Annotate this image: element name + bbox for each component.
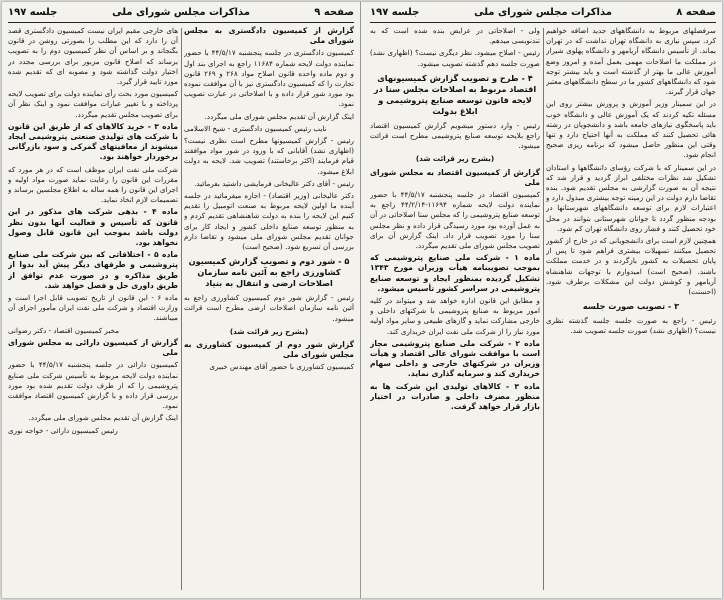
- section-heading: ۵ - شور دوم و تصویب گزارش کمیسیون کشاورزی راجع به آئین نامه سازمان اصلاحات ارضی و انتقال به بنیاد: [188, 256, 350, 289]
- signature-line: رئیس کمیسیون دارائی - خواجه نوری: [8, 425, 118, 435]
- article-paragraph: ماده ۴ - بدهی شرکت های مذکور در این قانون که تأسیس و فعالیت آنها بدون نظر دولت باشد بموجب این قانون قابل وصول نخواهد بود.: [8, 207, 178, 248]
- session-number: جلسه ۱۹۷: [8, 7, 58, 18]
- column-left: [8, 26, 178, 592]
- header-title: مذاکرات مجلس شورای ملی: [112, 7, 250, 18]
- paragraph: و مطابق این قانون اداره خواهد شد و میتواند در کلیه امور مربوط به صنایع پتروشیمی با شرکتهای داخلی و خارجی مشارکت نماید و گازهای طبیعی و سایر مواد اولیه مورد نیاز را از شرکت ملی نفت ایران خریداری کند.: [370, 296, 540, 336]
- header-title: مذاکرات مجلس شورای ملی: [474, 7, 612, 18]
- paragraph: رئیس - اصلاح میشود. نظر دیگری نیست؟ (اظهاری نشد) صورت جلسه دهم گذشته تصویب میشود.: [370, 48, 540, 68]
- article-paragraph: ماده ۱ - شرکت ملی صنایع پتروشیمی که بموجب تصویبنامه هیأت وزیران مورخ ۱۳۴۳ تشکیل گردیده بمنظور ایجاد و توسعه صنایع پتروشیمی در سراسر کشور تأسیس میشود.: [370, 253, 540, 293]
- paragraph: رئیس - گزارش شور دوم کمیسیون کشاورزی راجع به آئین نامه سازمان اصلاحات ارضی مطرح است قرائت میشود.: [184, 293, 354, 323]
- paragraph: اینک گزارش آن تقدیم مجلس شورای ملی میگردد.: [204, 111, 354, 121]
- signature-line: نایب رئیس کمیسیون دادگستری - شیخ الاسلامی: [184, 123, 327, 133]
- paragraph: اینک گزارش آن تقدیم مجلس شورای ملی میگردد.: [28, 413, 178, 423]
- paragraph: رئیس - آقای دکتر عالیخانی فرمایشی داشتید بفرمائید.: [194, 178, 354, 188]
- paragraph: کمیسیون دارائی در جلسه پنجشنبه ۴۴/۵/۱۷ با حضور نماینده دولت لایحه مربوط به تأسیس شرکت ملی صنایع پتروشیمی را که از طرف دولت تقدیم شده بود مورد بررسی قرار داده و با گزارش کمیسیون اقتصاد موافقت نمود.: [8, 360, 178, 411]
- column-divider: [181, 28, 182, 590]
- page-number: صفحه ۸: [676, 7, 716, 18]
- paragraph: ماده ۶ - این قانون از تاریخ تصویب قابل اجرا است و وزارت اقتصاد و شرکت ملی نفت ایران مأمور اجرای آن میباشند.: [8, 293, 178, 323]
- paragraph: کمیسیون کشاورزی با حضور آقای مهندس خبیری: [209, 362, 354, 372]
- session-number: جلسه ۱۹۷: [370, 7, 420, 18]
- article-paragraph: ماده ۳ - خرید کالاهای که از طریق این قانون با شرکت های تولیدی صنعتی پتروشیمی ایجاد میشوند از معافیتهای گمرکی و سود بازرگانی برخوردار خواهند بود.: [8, 121, 178, 162]
- article-paragraph: گزارش از کمیسیون اقتصاد به مجلس شورای ملی: [370, 167, 540, 187]
- paragraph: در این سمینار که با شرکت رؤسای دانشگاهها و استادان تشکیل شد نظرات مختلفی ابراز گردید و قرار شد که نتیجه آن به صورت گزارشی به مجلس تقدیم شود. بنده تقاضا دارم دولت در این زمینه توجه بیشتری مبذول دارد و اعتبارات لازم برای توسعه دانشگاههای شهرستانها در بودجه منظور گردد تا جوانان شهرستانی بتوانند در محل خود تحصیل کنند و فشار روی دانشگاه تهران کم شود.: [546, 162, 716, 233]
- page-header: [370, 6, 716, 23]
- paragraph: ولی - اصلاحاتی در عرایض بنده شده است که به تندنویسی میدهم.: [370, 26, 540, 46]
- column-divider: [543, 28, 544, 590]
- article-paragraph: ماده ۵ - اختلافاتی که بین شرکت ملی صنایع پتروشیمی و طرفهای دیگر پیش آید بدوا از طریق مذاکره و در صورت عدم توافق از طریق داوری حل و فصل خواهد شد.: [8, 250, 178, 290]
- article-paragraph: ماده ۳ - کالاهای تولیدی این شرکت ها به منظور مصرف داخلی و صادرات در اختیار بازار قرار خواهد گرفت.: [370, 381, 540, 412]
- page-8: [364, 2, 722, 598]
- paragraph: رئیس - گزارش کمیسیونها مطرح است نظری نیست؟ (اظهاری نشد) آقایانی که با ورود در شور مواد موافقند قیام فرمایند (اکثر برخاستند) تصویب شد. لایحه به دولت ابلاغ میشود.: [184, 136, 354, 176]
- section-heading: ۳ - تصویب صورت جلسه: [582, 301, 680, 312]
- article-paragraph: ماده ۲ - شرکت ملی صنایع پتروشیمی مجاز است با موافقت شورای عالی اقتصاد و هیأت وزیران در شرکتهای خارجی و داخلی سهام خریداری کند و سرمایه گذاری نماید.: [370, 338, 540, 379]
- article-paragraph: گزارش از کمیسیون دادگستری به مجلس شورای ملی: [184, 26, 354, 46]
- paragraph: دکتر عالیخانی (وزیر اقتصاد) - اجازه میفرمائید در جلسه آینده ما اولین لایحه مربوط به صنعت اتومبیل را تقدیم کنیم این لایحه را بنده به دولت شاهنشاهی تقدیم کردم و به منظور توسعه صنایع داخلی کشور و ایجاد کار برای جوانان تقدیم مجلس شورای ملی میشود و تقاضا دارم بررسی آن تسریع شود. (صحیح است): [184, 191, 354, 252]
- paragraph: کمیسیون اقتصاد در جلسه پنجشنبه ۴۴/۵/۱۷ با حضور نماینده دولت لایحه شماره ۱۱۶۹۴-۴۴/۲/۱۴ راجع به توسعه صنایع پتروشیمی را که مجلس سنا اصلاحاتی در آن به عمل آورده بود مورد رسیدگی قرار داده و نظر مجلس سنا را مورد تصویب قرار داد. اینک گزارش آن برای تصویب مجلس شورای ملی تقدیم میگردد.: [370, 190, 540, 251]
- paragraph: همچنین لازم است برای دانشجویانی که در خارج از کشور تحصیل میکنند تسهیلات بیشتری فراهم شود تا پس از پایان تحصیلات به کشور بازگردند و در خدمت مملکت باشند. (صحیح است) امیدوارم با توجهات شاهنشاه آریامهر و کوشش دولت این مشکلات برطرف شود. (احسنت): [546, 236, 716, 297]
- page-number: صفحه ۹: [314, 7, 354, 18]
- page-header: [8, 6, 354, 23]
- paragraph: رئیس - راجع به صورت جلسه جلسه گذشته نظری نیست؟ (اظهاری نشد) صورت جلسه تصویب شد.: [546, 316, 716, 336]
- page-9: [2, 2, 361, 598]
- paragraph: سرفصلهای مربوط به دانشگاههای جدید اضافه خواهیم کرد. سپس نیازی به دانشگاه تهران نداشت که در تهران بماند. از تأسیس دانشگاه آریامهر و دانشگاه پهلوی شیراز در مملکت ما اصلاحات مهمی بعمل آمده و امروز وضع آموزش عالی ما بهتر از گذشته است و باید بیشتر توجه شود که دانشگاههای کشور ما در سطح دانشگاههای معتبر جهان قرار گیرند.: [546, 26, 716, 97]
- reading-note: (بشرح زیر قرائت شد): [229, 326, 309, 336]
- paragraph: در این سمینار وزیر آموزش و پرورش بیشتر روی این مسئله تکیه کردند که یک آموزش عالی و دانشگاه خوب باید پاسخگوی نیازهای جامعه باشد و دانشجویان در رشته هائی تحصیل کنند که مملکت به آنها احتیاج دارد و تنها وقتی این منظور حاصل میشود که برنامه ریزی صحیح انجام شود.: [546, 99, 716, 160]
- article-paragraph: گزارش از کمیسیون دارائی به مجلس شورای ملی: [8, 337, 178, 358]
- section-heading: ۴ - طرح و تصویب گزارش کمیسیونهای اقتصاد مربوط به اصلاحات مجلس سنا در لایحه قانون توسعه صنایع پتروشیمی و ابلاغ بدولت: [373, 72, 537, 116]
- paragraph: های خارجی مقیم ایران نیست کمیسیون دادگستری قصد آن را دارد که این مطلب را بصورتی روشن در قانون بگنجاند و بر اساس آن نظر کمیسیون دوم را به تصویب برساند که اصلاح قانون مزبور برای بررسی مجدد در اختیار دولت گذاشته شود و مصوبه ای که تقدیم شده مورد تایید قرار گیرد.: [8, 26, 178, 87]
- paragraph: کمیسیون دادگستری در جلسه پنجشنبه ۴۴/۵/۱۷ با حضور نماینده دولت لایحه شماره ۱۱۶۸۴ راجع به اجرای بند اول و دوم ماده واحده قانون اصلاح مواد ۲۶۸ و ۲۶۹ قانون تجارت را که کمیسیون دادگستری نیز با آن موافقت نموده بود مورد شور قرار داده و با اصلاحاتی در عبارت تصویب نمود.: [184, 48, 354, 109]
- column-left: [370, 26, 540, 592]
- column-right: [184, 26, 354, 592]
- paragraph: رئیس - وارد دستور میشویم گزارش کمیسیون اقتصاد راجع بلایحه توسعه صنایع پتروشیمی مطرح است قرائت میشود.: [370, 120, 540, 151]
- paragraph: شرکت ملی نفت ایران موظف است که در هر مورد که مقررات این قانون را رعایت نماید صورت مواد اولیه و اجرای این قانون را همه ساله به اطلاع مجلسین برساند و تصمیمات لازم اتخاذ نماید.: [8, 164, 178, 205]
- reading-note: (بشرح زیر قرائت شد): [415, 154, 495, 164]
- document-spread: [2, 2, 722, 598]
- column-right: [546, 26, 716, 592]
- signature-line: مخبر کمیسیون اقتصاد - دکتر رضوانی: [8, 325, 120, 335]
- paragraph: کمیسیون مورد بحث رأی نماینده دولت برای تصویب لایحه پرداخته و با تغییر عبارات موافقت نمود و اینک نظر آن برای تصویب مجلس تقدیم میگردد.: [8, 89, 178, 119]
- article-paragraph: گزارش شور دوم از کمیسیون کشاورزی به مجلس شورای ملی: [184, 340, 354, 360]
